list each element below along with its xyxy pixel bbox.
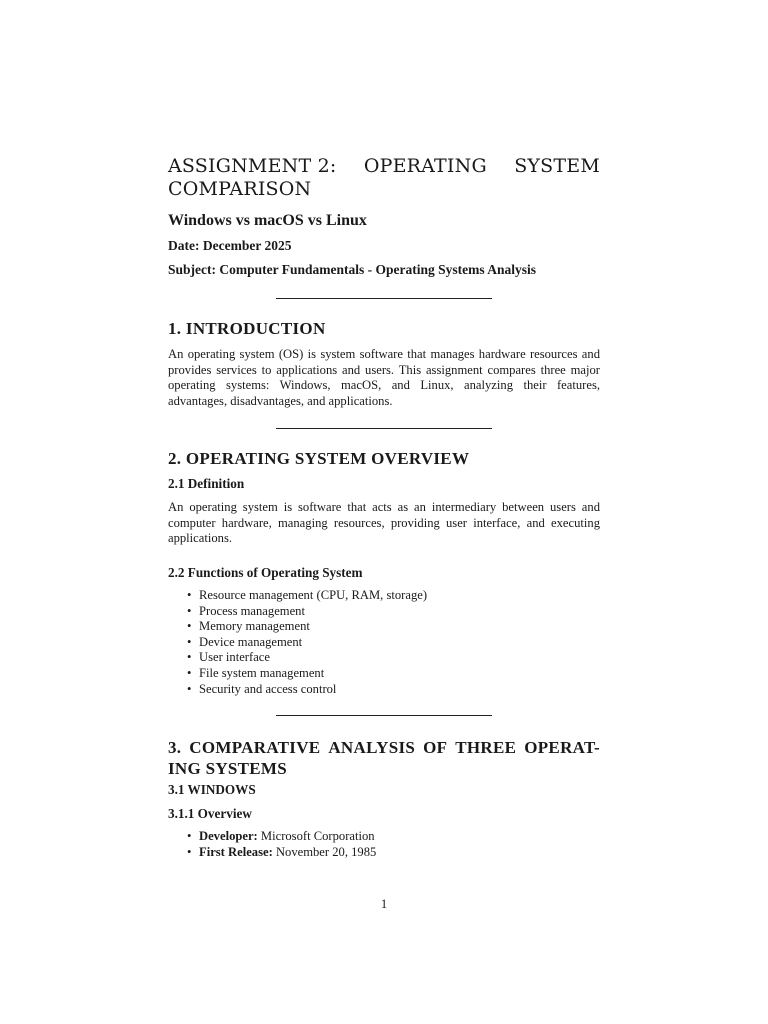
document-subject: Subject: Computer Fundamentals - Operating Systems Analysis: [168, 262, 537, 277]
list-item: [168, 829, 376, 845]
list-item: • Device management: [168, 635, 427, 651]
functions-list: [168, 588, 427, 697]
document-date: Date: December 2025: [168, 238, 292, 253]
heading-word: 3.: [168, 738, 182, 757]
list-item: • Security and access control: [168, 682, 427, 698]
introduction-paragraph: An operating system (OS) is system software that manages hardware resources and provides services to applications and users. This assignment compares three major operating systems: Windows, macOS, and Linux, analyzing their features, advantages, disadvantages, and applications.: [168, 347, 600, 408]
item-label: Developer:: [199, 829, 258, 843]
section-divider: [276, 298, 492, 299]
heading-word: THREE: [455, 738, 517, 757]
list-item: • File system management: [168, 666, 427, 682]
title-word: OPERATING: [363, 155, 487, 177]
heading-word: ANALYSIS: [328, 738, 416, 757]
heading-word: OPERAT-: [524, 738, 600, 757]
subsection-heading-definition: 2.1 Definition: [168, 476, 245, 491]
title-line-2: COMPARISON: [168, 178, 312, 200]
document-subtitle: Windows vs macOS vs Linux: [168, 212, 367, 229]
document-title: [168, 155, 600, 201]
list-item: • Resource management (CPU, RAM, storage): [168, 588, 427, 604]
section-heading-introduction: 1. INTRODUCTION: [168, 319, 326, 338]
item-label: First Release:: [199, 844, 273, 859]
item-value: November 20, 1985: [275, 844, 377, 859]
list-item: • Memory management: [168, 619, 427, 635]
item-value: Microsoft Corporation: [260, 829, 375, 843]
definition-paragraph: An operating system is software that acts as an intermediary between users and computer hardware, managing resources, providing user interface, and executing applications.: [168, 500, 600, 546]
subsubsection-heading-overview: 3.1.1 Overview: [168, 806, 252, 821]
heading-word: OF: [423, 738, 448, 757]
windows-overview-list: [168, 829, 376, 860]
heading-word: COMPARATIVE: [189, 738, 321, 757]
section-heading-comparative-analysis: [168, 737, 600, 779]
section-divider: [276, 715, 492, 716]
heading-line-2: ING SYSTEMS: [168, 759, 288, 778]
title-word: ASSIGNMENT 2:: [168, 155, 337, 177]
section-divider: [276, 428, 492, 429]
list-item: • User interface: [168, 650, 427, 666]
subsection-heading-functions: 2.2 Functions of Operating System: [168, 565, 363, 580]
subsection-heading-windows: 3.1 WINDOWS: [168, 782, 256, 797]
page-number: 1: [380, 897, 388, 911]
list-item: • Process management: [168, 604, 427, 620]
section-heading-overview: 2. OPERATING SYSTEM OVERVIEW: [168, 449, 470, 468]
title-word: SYSTEM: [514, 155, 600, 177]
list-item: [168, 845, 376, 861]
